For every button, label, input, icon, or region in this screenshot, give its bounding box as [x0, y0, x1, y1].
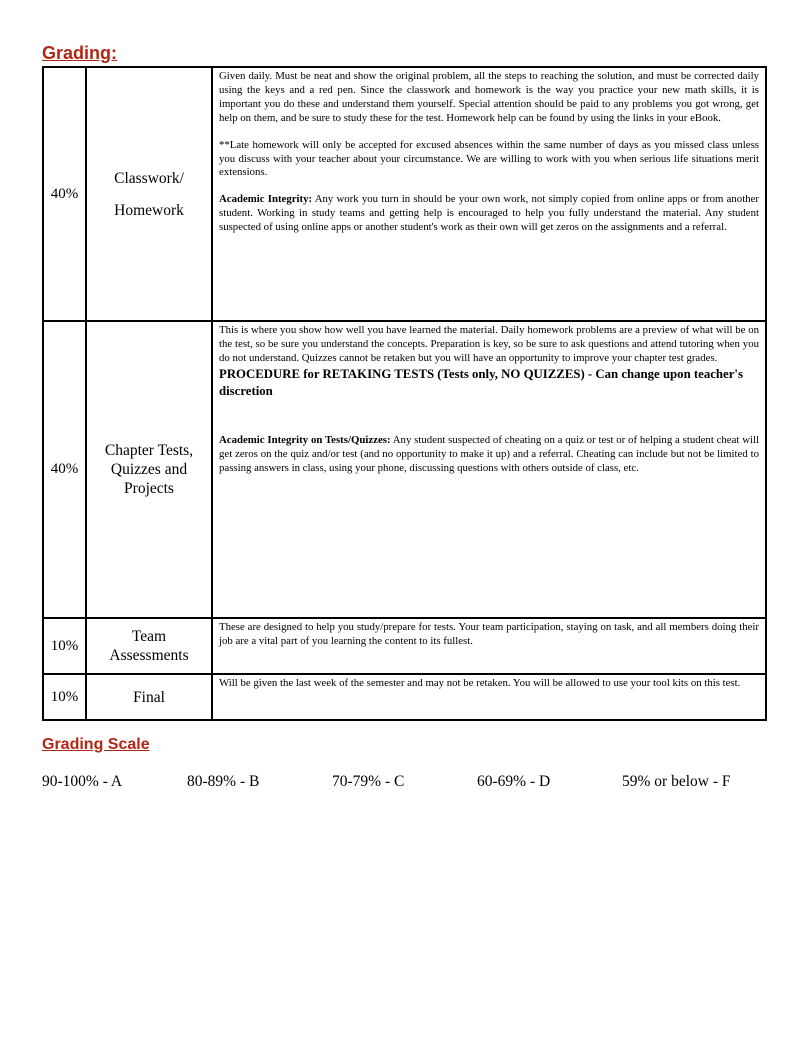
- late-policy-paragraph: **Late homework will only be accepted for excused absences within the same number of days as you missed class unless you discuss with your teacher about your circumstance. We are willing to work with you when serious life situations merit extensions.: [219, 138, 759, 179]
- academic-integrity-label: Academic Integrity on Tests/Quizzes:: [219, 433, 391, 446]
- category-description: [212, 618, 766, 674]
- description-paragraph: Will be given the last week of the semester and may not be retaken. You will be allowed to use your tool kits on this test.: [219, 677, 741, 689]
- category-name: Final: [86, 674, 212, 720]
- description-paragraph: These are designed to help you study/prepare for tests. Your team participation, staying on task, and all members doing their job are a vital part of you learning the content to its fullest.: [219, 621, 759, 647]
- weight-percent: 10%: [43, 618, 86, 674]
- grade-range: 59% or below - F: [622, 773, 731, 790]
- grade-range: 90-100% - A: [42, 773, 123, 790]
- category-line: Homework: [114, 201, 184, 219]
- description-paragraph: This is where you show how well you have learned the material. Daily homework problems are a preview of what will be on the test, so be sure you understand the concepts. Preparation is key, so be sure to ask questions and attend tutoring when you do not understand. Quizzes cannot be retaken but you will have an opportunity to improve your chapter test grades.: [219, 324, 759, 364]
- academic-integrity-text: Any work you turn in should be your own work, not simply copied from online apps or from another student. Working in study teams and getting help is encouraged to help you fully understand the material. Any student suspected of using online apps or another student's work as their own will get zeros on the assignments and a referral.: [219, 193, 759, 234]
- category-name: [86, 67, 212, 321]
- category-name: Team Assessments: [86, 618, 212, 674]
- grading-scale: [42, 773, 782, 791]
- grading-scale-heading: Grading Scale: [42, 736, 150, 753]
- table-row: [43, 67, 766, 321]
- category-description: [212, 67, 766, 321]
- table-row: [43, 674, 766, 720]
- grade-range: 70-79% - C: [332, 773, 405, 790]
- weight-percent: 10%: [43, 674, 86, 720]
- grading-table: [42, 66, 767, 721]
- category-description: [212, 674, 766, 720]
- table-row: [43, 618, 766, 674]
- retake-procedure: PROCEDURE for RETAKING TESTS (Tests only, NO QUIZZES) - Can change upon teacher's discretion: [219, 366, 743, 398]
- category-name: Chapter Tests, Quizzes and Projects: [86, 321, 212, 618]
- table-row: [43, 321, 766, 618]
- academic-integrity-text: Any student suspected of cheating on a quiz or test or of helping a student cheat will get zeros on the quiz and/or test (and no opportunity to make it up) and a referral. Cheating can include but not be limited to passing answers in class, using your phone, discussing questions with others outside of class, etc.: [219, 433, 759, 474]
- academic-integrity-paragraph: [219, 434, 759, 476]
- weight-percent: 40%: [43, 321, 86, 618]
- category-line: Classwork/: [114, 169, 184, 187]
- grade-range: 80-89% - B: [187, 773, 260, 790]
- weight-percent: 40%: [43, 67, 86, 321]
- grading-heading: Grading:: [42, 43, 117, 63]
- description-paragraph: Given daily. Must be neat and show the original problem, all the steps to reaching the solution, and must be corrected daily using the keys and a red pen. Since the classwork and homework is the way you practice your new math skills, it is important you do these and understand them yourself. Special attention should be paid to any problems you got wrong, get help on them, and be sure to study these for the test. Homework help can be found by using the links in your eBook.: [219, 70, 759, 124]
- academic-integrity-paragraph: [219, 193, 759, 235]
- academic-integrity-label: Academic Integrity:: [219, 193, 313, 206]
- category-description: [212, 321, 766, 618]
- grade-range: 60-69% - D: [477, 773, 551, 790]
